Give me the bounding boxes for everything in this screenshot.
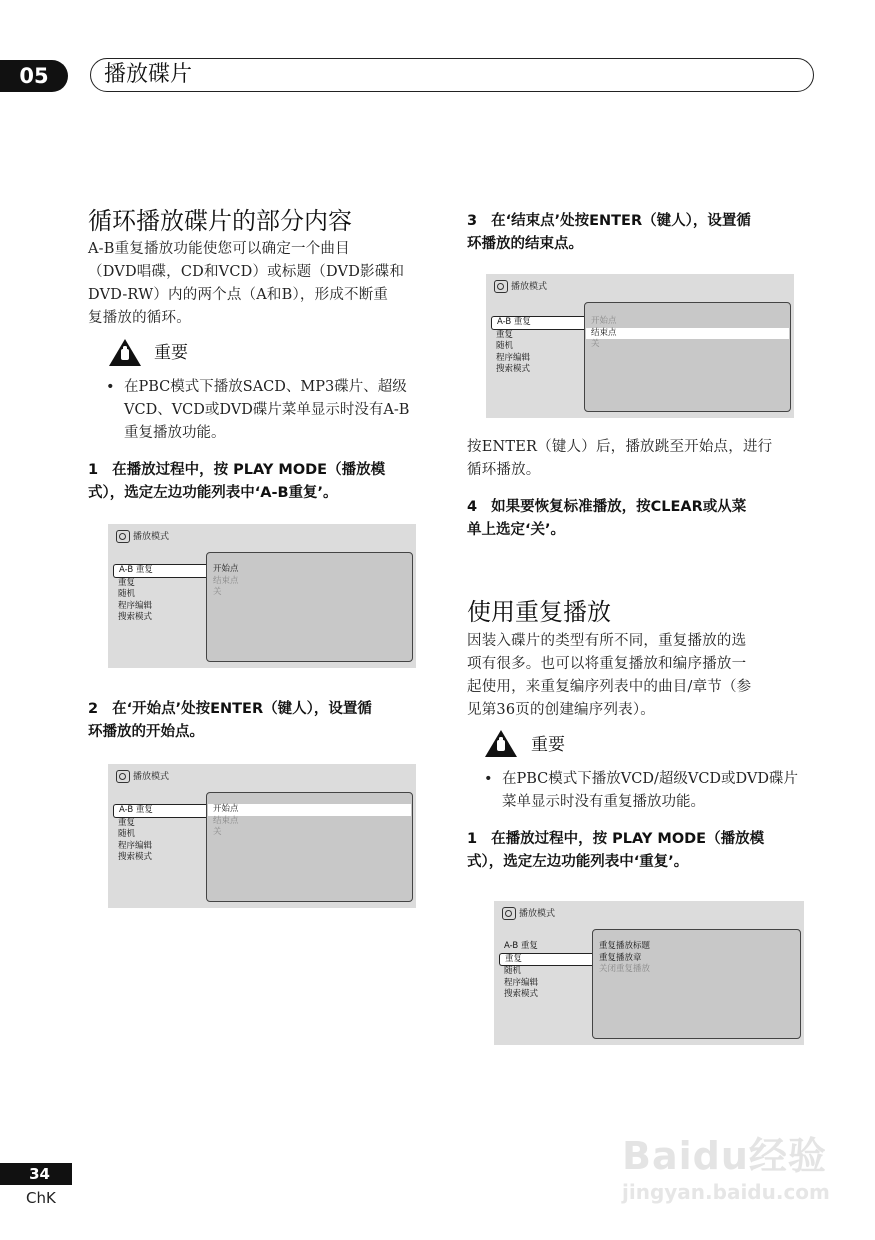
osd-header: 播放模式 (116, 530, 169, 544)
menu-item-repeat[interactable]: 重复 (118, 817, 136, 828)
disc-icon (116, 530, 130, 543)
menu-item-program[interactable]: 程序编辑 (118, 840, 153, 851)
important-icon (108, 337, 142, 367)
chapter-title-frame (90, 58, 814, 92)
menu-item-search[interactable]: 搜索模式 (118, 852, 153, 862)
menu-item-random[interactable]: 随机 (504, 966, 522, 976)
osd-screen-repeat (494, 901, 804, 1045)
menu-item-program[interactable]: 程序编辑 (496, 352, 531, 363)
menu-item-ab[interactable]: A-B 重复 (113, 564, 207, 578)
menu-item-repeat[interactable]: 重复 (499, 953, 593, 967)
osd-screen-ab-3 (486, 274, 794, 418)
option-start[interactable]: 开始点 (208, 804, 411, 816)
option-start[interactable]: 开始点 (591, 316, 617, 326)
loop-step-2: 2 在‘开始点’处按ENTER（键人），设置循 环播放的开始点。 (88, 701, 372, 740)
osd-header: 播放模式 (494, 280, 547, 294)
menu-item-ab[interactable]: A-B 重复 (113, 804, 207, 818)
osd-header: 播放模式 (502, 907, 555, 921)
osd-header: 播放模式 (116, 770, 169, 784)
menu-item-search[interactable]: 搜索模式 (118, 612, 153, 622)
menu-item-repeat[interactable]: 重复 (118, 577, 136, 588)
important-icon (484, 728, 518, 758)
after-step-3-text: 按ENTER（键人）后，播放跳至开始点，进行 循环播放。 (467, 439, 773, 478)
loop-intro: A-B重复播放功能使您可以确定一个曲目 （DVD唱碟，CD和VCD）或标题（DVD影碟和 DVD-RW）内的两个点（A和B），形成不断重 复播放的循环。 (88, 241, 405, 326)
loop-step-1: 1 在播放过程中，按 PLAY MODE（播放模 式），选定左边功能列表中‘A-B重复’。 (88, 462, 386, 501)
menu-item-random[interactable]: 随机 (496, 341, 514, 351)
osd-options (586, 316, 789, 351)
option-start[interactable]: 开始点 (213, 564, 239, 574)
loop-step-3: 3 在‘结束点’处按ENTER（键人），设置循 环播放的结束点。 (467, 213, 751, 252)
watermark-logo: Baidu经验 (622, 1134, 827, 1178)
option-off[interactable]: 关 (213, 827, 222, 837)
watermark-url: jingyan.baidu.com (622, 1180, 830, 1204)
important-label: 重要 (154, 343, 188, 363)
osd-options (594, 941, 799, 976)
menu-item-search[interactable]: 搜索模式 (504, 989, 539, 999)
option-repeat-title[interactable]: 重复播放标题 (599, 941, 651, 951)
menu-item-search[interactable]: 搜索模式 (496, 364, 531, 374)
menu-item-program[interactable]: 程序编辑 (118, 600, 153, 611)
menu-item-program[interactable]: 程序编辑 (504, 977, 539, 988)
chapter-number-badge: 05 (0, 60, 68, 92)
repeat-intro: 因装入碟片的类型有所不同，重复播放的选 项有很多。也可以将重复播放和编序播放一 起使用，来重复编序列表中的曲目/章节（参 见第36页的创建编序列表）。 (467, 633, 752, 718)
menu-item-ab[interactable]: A-B 重复 (491, 316, 585, 330)
osd-menu (113, 804, 207, 864)
osd-menu (499, 941, 593, 1001)
disc-icon (502, 907, 516, 920)
option-end[interactable]: 结束点 (213, 575, 239, 586)
menu-item-random[interactable]: 随机 (118, 589, 136, 599)
language-code: ChK (26, 1189, 56, 1207)
menu-item-ab[interactable]: A-B 重复 (504, 941, 538, 951)
option-repeat-chapter[interactable]: 重复播放章 (599, 952, 642, 963)
osd-options (208, 804, 411, 839)
option-end[interactable]: 结束点 (586, 328, 789, 340)
chapter-title: 播放碟片 (104, 62, 193, 87)
osd-screen-ab-1 (108, 524, 416, 668)
option-off[interactable]: 关 (213, 587, 222, 597)
section-title-loop: 循环播放碟片的部分内容 (88, 207, 352, 235)
important-label: 重要 (531, 735, 565, 755)
menu-item-repeat[interactable]: 重复 (496, 329, 514, 340)
osd-menu (491, 316, 585, 376)
osd-screen-ab-2 (108, 764, 416, 908)
osd-options (208, 564, 411, 599)
repeat-important-bullet: • 在PBC模式下播放VCD/超级VCD或DVD碟片 菜单显示时没有重复播放功能。 (484, 771, 799, 810)
page-number: 34 (0, 1163, 72, 1185)
loop-step-4: 4 如果要恢复标准播放，按CLEAR或从菜 单上选定‘关’。 (467, 499, 747, 538)
disc-icon (494, 280, 508, 293)
section-title-repeat: 使用重复播放 (467, 598, 611, 626)
option-off[interactable]: 关 (591, 339, 600, 349)
option-end[interactable]: 结束点 (213, 815, 239, 826)
option-repeat-off[interactable]: 关闭重复播放 (599, 964, 651, 974)
disc-icon (116, 770, 130, 783)
loop-important-bullet: • 在PBC模式下播放SACD、MP3碟片、超级 VCD、VCD或DVD碟片菜单显示时没有A-B 重复播放功能。 (106, 379, 410, 441)
repeat-step-1: 1 在播放过程中，按 PLAY MODE（播放模 式），选定左边功能列表中‘重复’。 (467, 831, 765, 870)
osd-menu (113, 564, 207, 624)
menu-item-random[interactable]: 随机 (118, 829, 136, 839)
